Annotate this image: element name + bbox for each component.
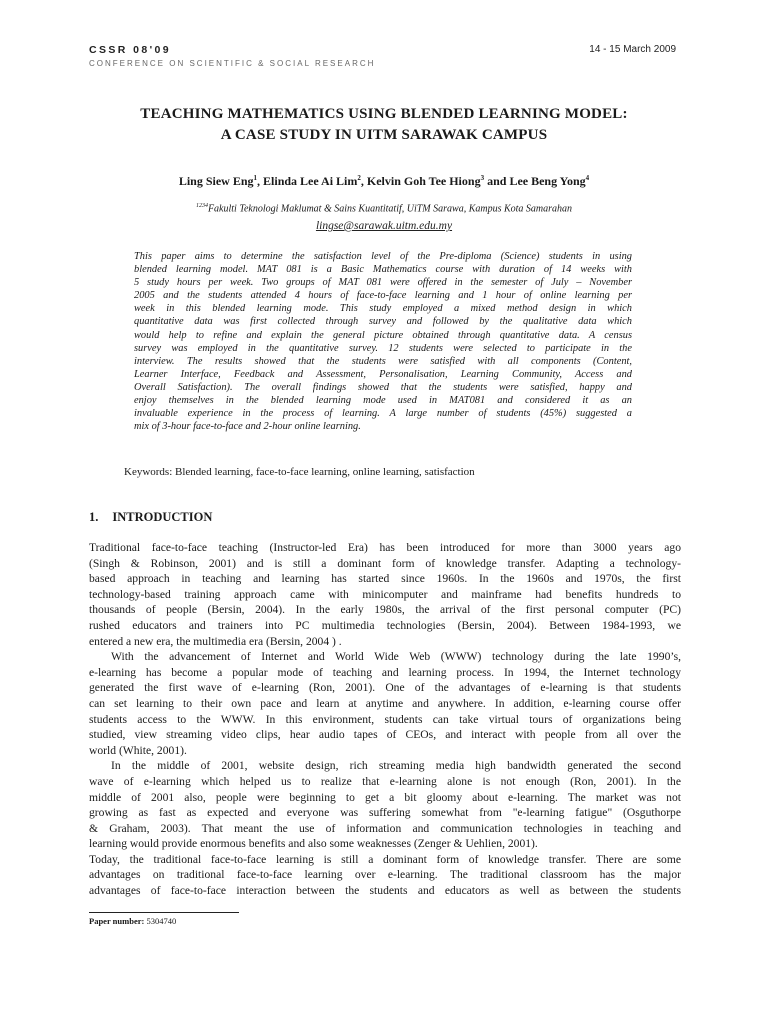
- body-line: based approach in teaching and learning has started since 1960s. In the 1960s and 1970s, the first: [89, 572, 681, 586]
- title-line-1: TEACHING MATHEMATICS USING BLENDED LEARNING MODEL:: [140, 106, 628, 122]
- keywords-label: Keywords:: [124, 466, 173, 478]
- section-heading: [89, 510, 212, 525]
- body-line: e-learning has become a popular mode of teaching and learning process. In 1994, the Internet technology: [89, 665, 681, 679]
- section-number: 1.: [89, 510, 99, 524]
- author-name: Kelvin Goh Tee Hiong: [366, 174, 481, 188]
- body-line: advantages of face-to-face interaction between the students and educators as well as between the students: [89, 884, 681, 898]
- abstract-line: enjoy themselves in the blended learning mode used in MAT081 and considered it as an: [134, 395, 632, 407]
- body-line: Today, the traditional face-to-face learning is still a dominant form of knowledge transfer. There are some: [89, 852, 681, 866]
- body-line: & Graham, 2003). That meant the use of information and communication technologies in teaching and: [89, 821, 681, 835]
- body-line: can set learning to their own pace and learn at anytime and anywhere. In addition, e-learning course offer: [89, 696, 681, 710]
- body-line: thousands of people (Bersin, 2004). In the early 1980s, the arrival of the first personal computer (PC): [89, 603, 681, 617]
- abstract-line: 5 study hours per week. Two groups of MAT 081 were offered in the semester of July – November: [134, 277, 632, 289]
- abstract-line: mix of 3-hour face-to-face and 2-hour online learning.: [134, 421, 361, 433]
- email-block: [60, 220, 708, 232]
- keywords: [124, 466, 475, 478]
- abstract-line: interview. The results showed that the students were satisfied with all components (Content,: [134, 355, 632, 367]
- author-name: Elinda Lee Ai Lim: [263, 174, 358, 188]
- body-line: With the advancement of Internet and World Wide Web (WWW) technology during the late 1990’s,: [111, 650, 681, 664]
- author-affil-mark: 4: [585, 174, 590, 182]
- body-line: generated the first wave of e-learning (Ron, 2001). One of the advantages of e-learning is that students: [89, 681, 681, 695]
- body-line: (Singh & Robinson, 2001) and is still a dominant form of knowledge transfer. Adapting a technology-: [89, 556, 681, 570]
- title-line-2: A CASE STUDY IN UITM SARAWAK CAMPUS: [220, 127, 548, 143]
- footer-divider: [89, 912, 239, 913]
- abstract-line: would help to refine and explain the general picture obtained through quantitative data. A census: [134, 329, 632, 341]
- abstract-line: Overall Satisfaction). The overall findings showed that the students were satisfied, happy and: [134, 381, 632, 393]
- abstract-line: Learner Interface, Feedback and Assessment, Personalisation, Learning Community, Access and: [134, 368, 632, 380]
- body-line: Traditional face-to-face teaching (Instructor-led Era) has been introduced for more than 3000 years ago: [89, 541, 681, 554]
- abstract-line: 2005 and the students attended 4 hours of face-to-face learning and 1 hour of online learning per: [134, 290, 632, 302]
- body-line: wave of e-learning which helped us to realize that e-learning alone is not enough (Ron, 2001). In the: [89, 774, 681, 788]
- body-line: advantages on traditional face-to-face learning over e-learning. The traditional classroom has the major: [89, 868, 681, 882]
- affiliation: [60, 203, 708, 214]
- body-line: growing as fast as expected and everyone was suffering somewhat from "e-learning fatigue" (Osguthorpe: [89, 806, 681, 820]
- abstract-line: quantitative data was first collected through survey and followed by the qualitative data which: [134, 316, 632, 328]
- author-affil-mark: 2: [357, 174, 361, 182]
- body-line: rushed educators and trainers into PC multimedia technologies (Bersin, 2004). Between 1984-1993, we: [89, 618, 681, 632]
- conference-code: CSSR 08'09: [89, 44, 171, 56]
- abstract-line: blended learning model. MAT 081 is a Basic Mathematics course with duration of 14 weeks with: [134, 264, 632, 276]
- section-title: INTRODUCTION: [112, 510, 213, 524]
- conference-name: CONFERENCE ON SCIENTIFIC & SOCIAL RESEARCH: [89, 59, 376, 68]
- affiliation-text: Fakulti Teknologi Maklumat & Sains Kuantitatif, UiTM Sarawa, Kampus Kota Samarahan: [207, 203, 573, 215]
- body-line: entered a new era, the multimedia era (Bersin, 2004 ) .: [89, 634, 342, 648]
- affiliation-marks: 1234: [195, 203, 208, 209]
- abstract-line: This paper aims to determine the satisfaction level of the Pre-diploma (Science) students in using: [134, 251, 632, 262]
- paper-number-value: 5304740: [144, 916, 177, 926]
- abstract: [134, 250, 632, 433]
- keywords-text: Blended learning, face-to-face learning, online learning, satisfaction: [172, 466, 475, 478]
- paper-title: [60, 104, 708, 146]
- conference-date: 14 - 15 March 2009: [589, 44, 676, 55]
- author-list: [60, 174, 708, 189]
- author-name: Lee Beng Yong: [509, 174, 586, 188]
- author-email-link[interactable]: lingse@sarawak.uitm.edu.my: [315, 220, 453, 232]
- conference-header: [89, 44, 375, 68]
- author-affil-mark: 1: [253, 174, 258, 182]
- abstract-line: invaluable experience in the process of learning. A large number of students (45%) suggested a: [134, 408, 632, 420]
- author-name: Ling Siew Eng: [178, 174, 254, 188]
- author-affil-mark: 3: [480, 174, 485, 182]
- body-line: students access to the WWW. In this environment, students can take virtual tours of organizations being: [89, 712, 681, 726]
- author-separator: ,: [257, 174, 264, 188]
- author-separator: ,: [360, 174, 367, 188]
- body-line: learning would provide enormous benefits and also some weaknesses (Zenger & Uehlien, 2001).: [89, 837, 538, 851]
- body-line: In the middle of 2001, website design, rich streaming media high bandwidth generated the second: [111, 759, 681, 773]
- body-line: studied, view streaming video clips, hear audio tapes of CEOs, and interact with people from all over the: [89, 728, 681, 742]
- body-line: middle of 2001 also, people were beginning to get a bit gloomy about e-learning. The market was not: [89, 790, 681, 804]
- paper-number: [89, 916, 176, 926]
- body-line: technology-based training approach came with minicomputer and mainframe had benefits hundreds to: [89, 587, 681, 601]
- author-separator: and: [484, 174, 510, 188]
- body-line: world (White, 2001).: [89, 743, 187, 757]
- abstract-line: week in this blended learning mode. This study employed a mixed method design in which: [134, 303, 632, 315]
- paper-number-label: Paper number:: [89, 916, 145, 926]
- body-text: [89, 540, 681, 899]
- abstract-line: survey was employed in the quantitative survey. 12 students were selected to participate in the: [134, 342, 632, 354]
